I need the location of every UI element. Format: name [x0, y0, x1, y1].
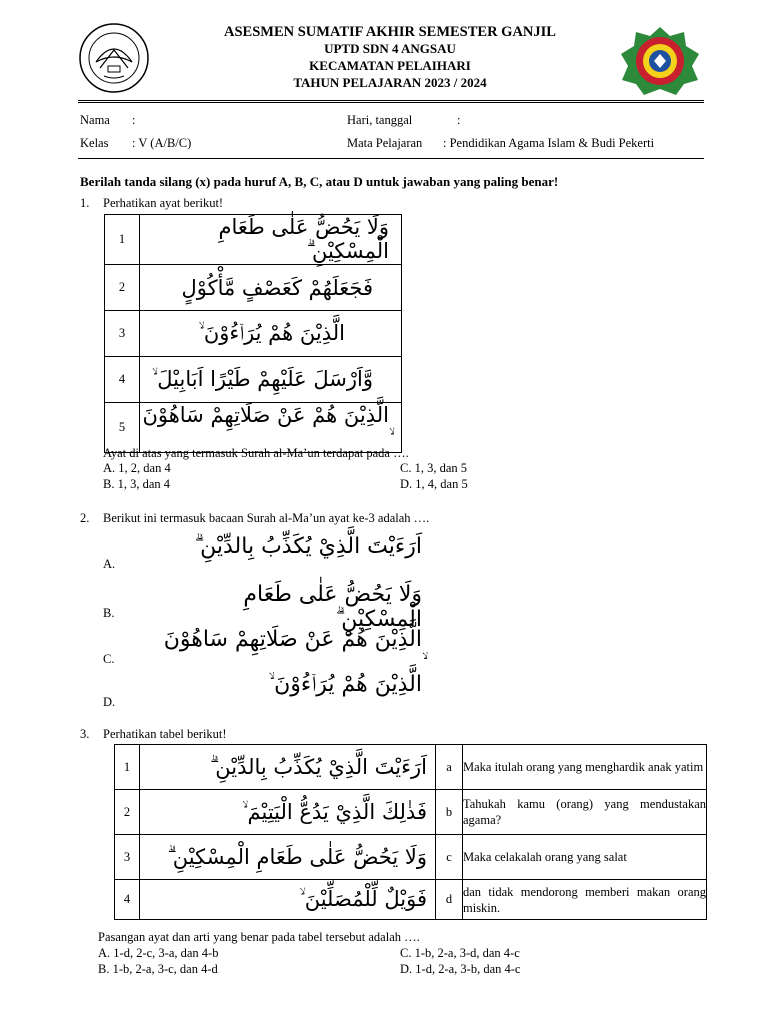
kelas-value: : V (A/B/C)	[132, 136, 192, 150]
q3-number: 3.	[80, 727, 90, 741]
table-row	[105, 311, 402, 357]
row-number: 3	[115, 835, 140, 880]
mapel-label: Mata Pelajaran	[347, 136, 423, 150]
row-number: 2	[105, 265, 140, 311]
identity-rule	[78, 158, 704, 159]
kelas-label: Kelas	[80, 136, 109, 150]
table-row	[105, 357, 402, 403]
nama-field[interactable]: :	[132, 113, 136, 127]
ayat-text: فَذٰلِكَ الَّذِيْ يَدُعُّ الْيَتِيْمَ ۙ	[140, 790, 436, 835]
row-letter: b	[436, 790, 463, 835]
instruction: Berilah tanda silang (x) pada huruf A, B, C, atau D untuk jawaban yang paling benar!	[80, 174, 559, 189]
row-number: 1	[115, 745, 140, 790]
q3-text: Perhatikan tabel berikut!	[103, 727, 227, 741]
header-rule	[78, 100, 704, 101]
translation-text: Maka itulah orang yang menghardik anak yatim	[463, 745, 707, 790]
row-letter: d	[436, 880, 463, 920]
header-rule-2	[78, 102, 704, 103]
q2-option-c-label[interactable]: C.	[103, 652, 115, 666]
q3-option-b[interactable]: B. 1-b, 2-a, 3-c, dan 4-d	[98, 962, 218, 976]
row-number: 5	[105, 403, 140, 453]
hari-field[interactable]: :	[457, 113, 461, 127]
table-row	[115, 745, 707, 790]
row-number: 3	[105, 311, 140, 357]
ayat-text: الَّذِيْنَ هُمْ عَنْ صَلَاتِهِمْ سَاهُوْنَ	[140, 403, 402, 453]
ayat-text: وَّاَرْسَلَ عَلَيْهِمْ طَيْرًا اَبَابِيْلَ ۙ	[140, 357, 402, 403]
mapel-value: : Pendidikan Agama Islam & Budi Pekerti	[443, 136, 655, 150]
translation-text: dan tidak mendorong memberi makan orang miskin.	[463, 880, 707, 920]
q3-match-table	[114, 744, 707, 920]
row-letter: a	[436, 745, 463, 790]
ayat-text: الَّذِيْنَ هُمْ يُرَاۤءُوْنَ ۙ	[140, 311, 402, 357]
header-district: KECAMATAN PELAIHARI	[309, 58, 471, 73]
q2-number: 2.	[80, 511, 90, 525]
header-year: TAHUN PELAJARAN 2023 / 2024	[293, 75, 487, 90]
q2-option-a-label[interactable]: A.	[103, 557, 116, 571]
q2-option-b-label[interactable]: B.	[103, 606, 115, 620]
ayat-text: فَوَيْلٌ لِّلْمُصَلِّيْنَ ۙ	[140, 880, 436, 920]
q1-question: Ayat di atas yang termasuk Surah al-Ma’un terdapat pada ….	[103, 446, 409, 460]
q2-option-c-ayat[interactable]: الَّذِيْنَ هُمْ عَنْ صَلَاتِهِمْ سَاهُوْنَ	[163, 627, 422, 652]
q3-option-a[interactable]: A. 1-d, 2-c, 3-a, dan 4-b	[98, 946, 219, 960]
row-number: 4	[105, 357, 140, 403]
nama-label: Nama	[80, 113, 110, 127]
hari-label: Hari, tanggal	[347, 113, 413, 127]
q3-option-c[interactable]: C. 1-b, 2-a, 3-d, dan 4-c	[400, 946, 520, 960]
q1-option-a[interactable]: A. 1, 2, dan 4	[103, 461, 171, 475]
q1-text: Perhatikan ayat berikut!	[103, 196, 224, 210]
table-row	[105, 403, 402, 453]
ayat-text: وَلَا يَحُضُّ عَلٰى طَعَامِ الْمِسْكِيْنِ ۗ	[140, 215, 402, 265]
header-title: ASESMEN SUMATIF AKHIR SEMESTER GANJIL	[224, 24, 556, 40]
translation-text: Tahukah kamu (orang) yang mendustakan agama?	[463, 790, 707, 835]
header-school: UPTD SDN 4 ANGSAU	[324, 41, 456, 56]
q1-number: 1.	[80, 196, 90, 210]
row-number: 2	[115, 790, 140, 835]
q1-option-b[interactable]: B. 1, 3, dan 4	[103, 477, 171, 491]
table-row	[105, 215, 402, 265]
q1-option-c[interactable]: C. 1, 3, dan 5	[400, 461, 468, 475]
q2-option-b-ayat[interactable]: وَلَا يَحُضُّ عَلٰى طَعَامِ الْمِسْكِيْنِ ۗ	[243, 582, 422, 632]
q2-text: Berikut ini termasuk bacaan Surah al-Ma’un ayat ke-3 adalah ….	[103, 511, 430, 525]
table-row	[115, 790, 707, 835]
q2-option-d-label[interactable]: D.	[103, 695, 116, 709]
row-number: 4	[115, 880, 140, 920]
q2-option-d-ayat[interactable]: الَّذِيْنَ هُمْ يُرَاۤءُوْنَ ۙ	[268, 672, 422, 697]
table-row	[105, 265, 402, 311]
q1-option-d[interactable]: D. 1, 4, dan 5	[400, 477, 468, 491]
row-number: 1	[105, 215, 140, 265]
table-row	[115, 835, 707, 880]
ayat-text: اَرَءَيْتَ الَّذِيْ يُكَذِّبُ بِالدِّيْنِ ۗ	[140, 745, 436, 790]
ayat-text: وَلَا يَحُضُّ عَلٰى طَعَامِ الْمِسْكِيْنِ ۗ	[140, 835, 436, 880]
q3-option-d[interactable]: D. 1-d, 2-a, 3-b, dan 4-c	[400, 962, 521, 976]
q3-question: Pasangan ayat dan arti yang benar pada tabel tersebut adalah ….	[98, 930, 420, 944]
q1-ayat-table	[104, 214, 402, 453]
q2-option-a-ayat[interactable]: اَرَءَيْتَ الَّذِيْ يُكَذِّبُ بِالدِّيْنِ ۗ	[194, 534, 422, 559]
ayat-text: فَجَعَلَهُمْ كَعَصْفٍ مَّأْكُوْلٍ	[140, 265, 402, 311]
row-letter: c	[436, 835, 463, 880]
translation-text: Maka celakalah orang yang salat	[463, 835, 707, 880]
table-row	[115, 880, 707, 920]
